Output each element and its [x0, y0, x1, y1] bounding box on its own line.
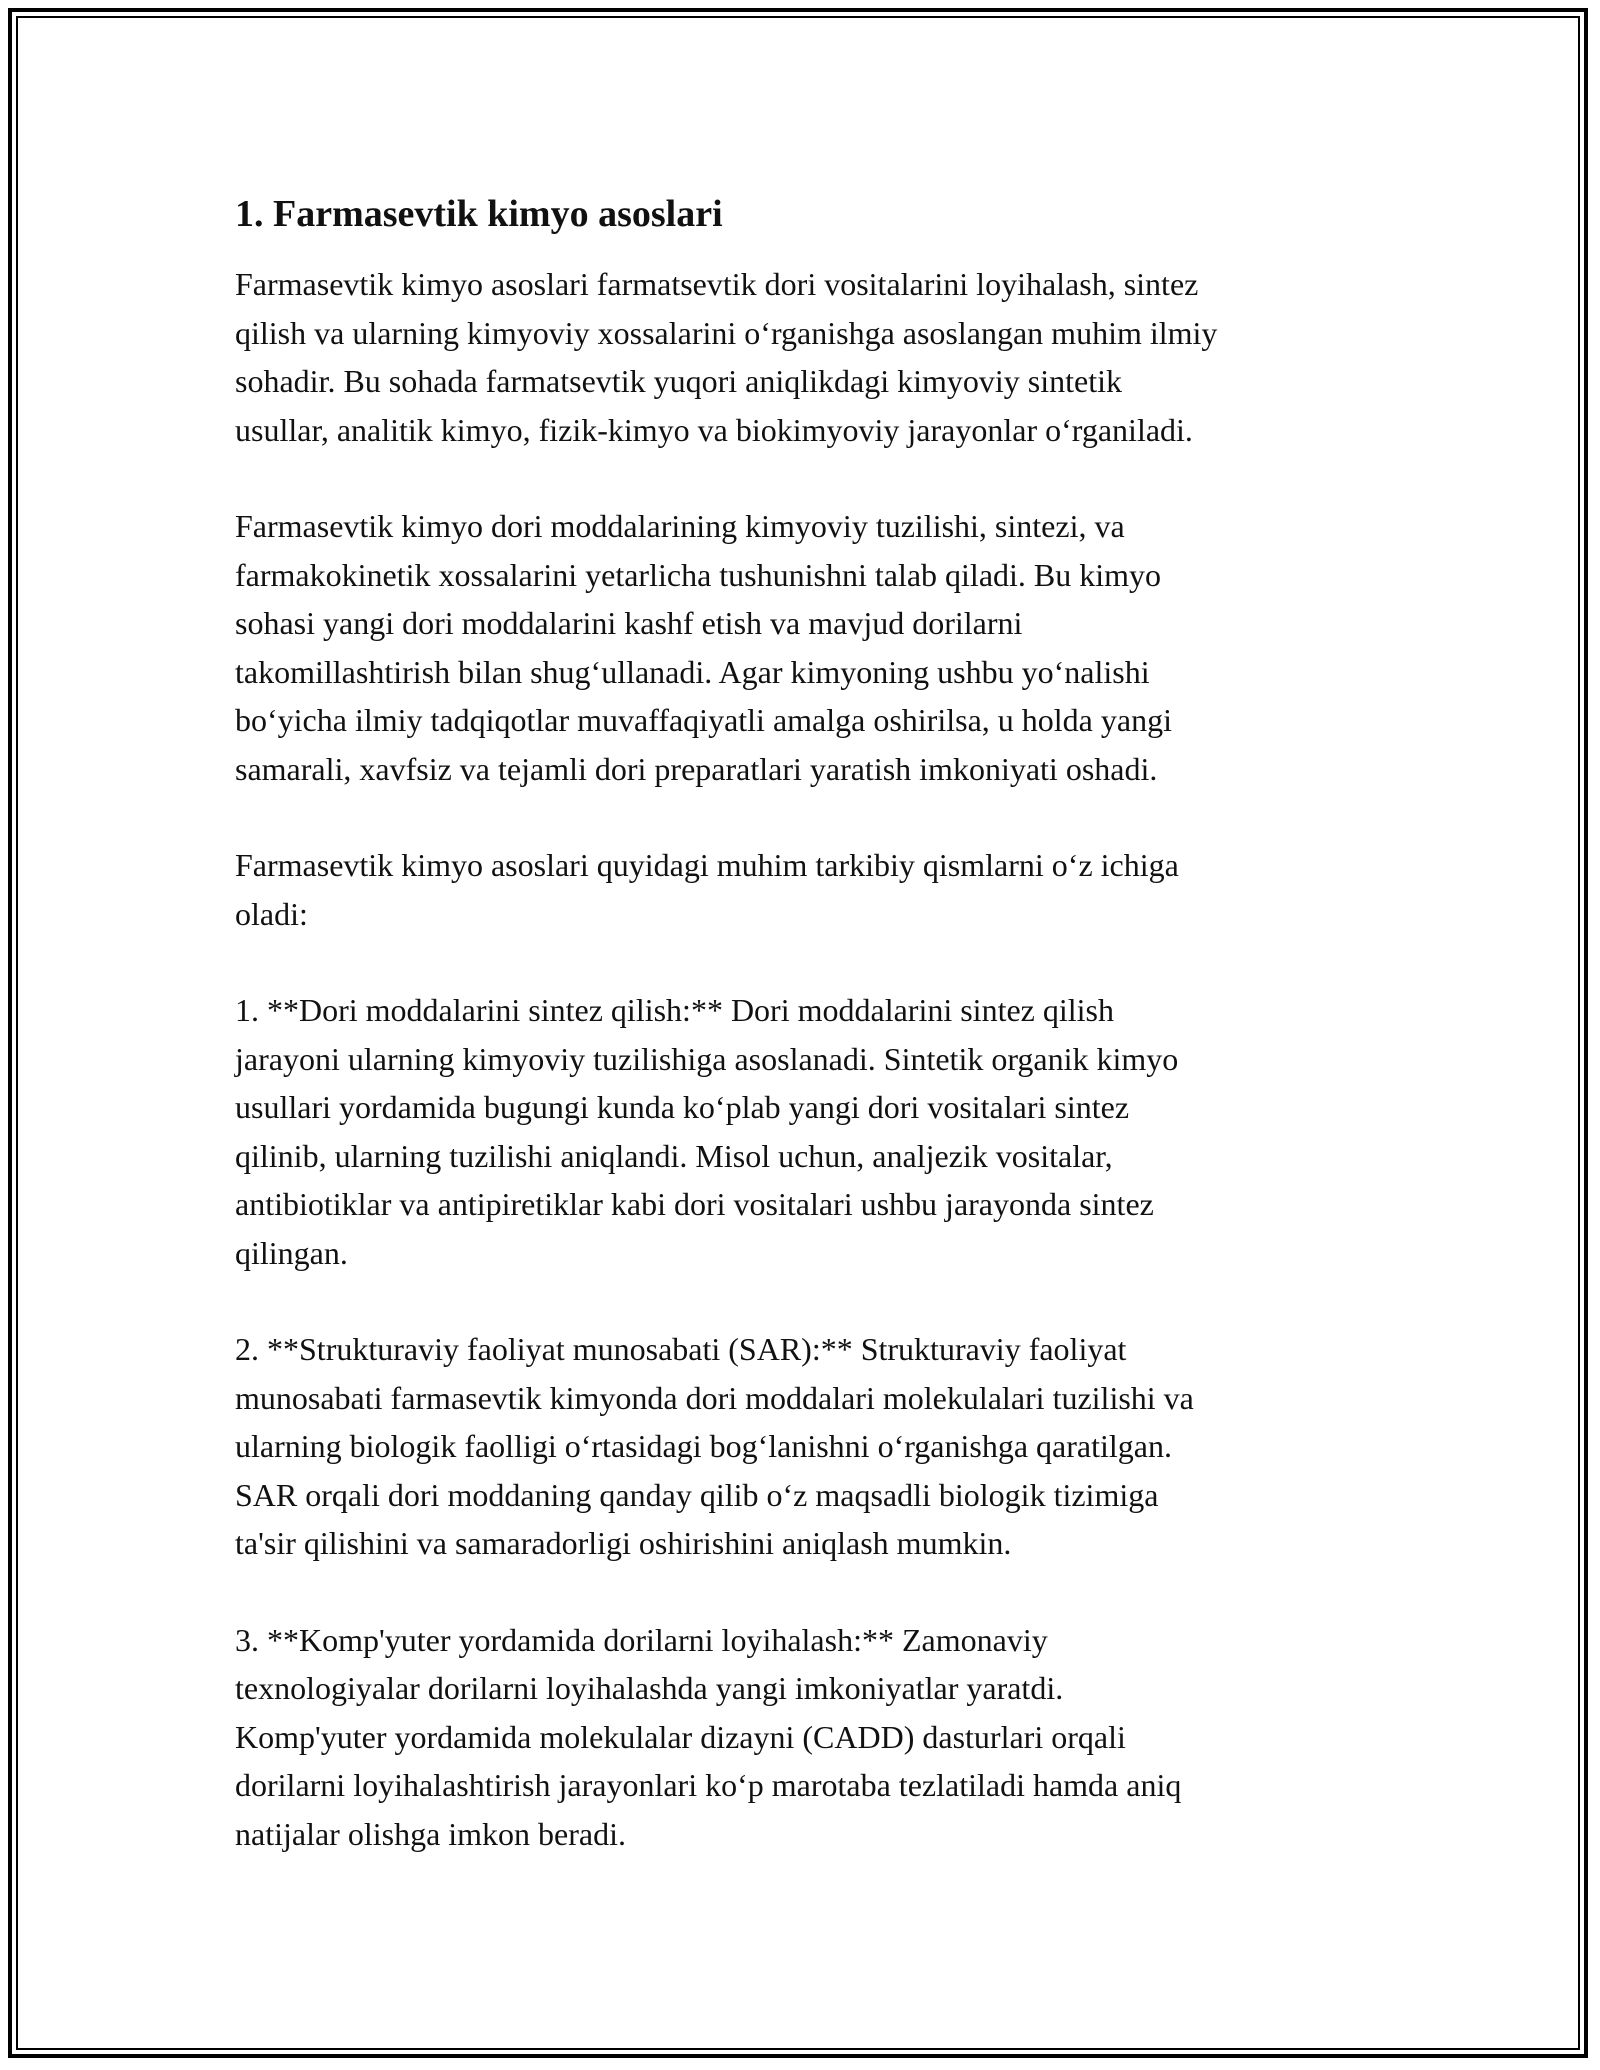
list-item-sar: 2. **Strukturaviy faoliyat munosabati (SAR):** Strukturaviy faoliyat munosabati farmasevtik kimyonda dori moddalari molekulalari tuzilishi va ularning biologik faolligi o‘rtasidagi bog‘lanishni o‘rganishga qaratilgan. SAR orqali dori moddaning qanday qilib o‘z maqsadli biologik tizimiga ta'sir qilishini va samaradorligi oshirishini aniqlash mumkin. — [235, 1331, 1194, 1561]
list-item-synthesis: 1. **Dori moddalarini sintez qilish:** Dori moddalarini sintez qilish jarayoni ularning kimyoviy tuzilishiga asoslanadi. Sintetik organik kimyo usullari yordamida bugungi kunda ko‘plab yangi dori vositalari sintez qilinib, ularning tuzilishi aniqlandi. Misol uchun, analjezik vositalar, antibiotiklar va antipiretiklar kabi dori vositalari ushbu jarayonda sintez qilingan. — [235, 992, 1179, 1271]
paragraph-intro: Farmasevtik kimyo asoslari farmatsevtik dori vositalarini loyihalash, sintez qilish va ularning kimyoviy xossalarini o‘rganishga asoslangan muhim ilmiy sohadir. Bu sohada farmatsevtik yuqori aniqlikdagi kimyoviy sintetik usullar, analitik kimyo, fizik-kimyo va biokimyoviy jarayonlar o‘rganiladi. — [235, 266, 1218, 448]
paragraph-requirements: Farmasevtik kimyo dori moddalarining kimyoviy tuzilishi, sintezi, va farmakokinetik xossalarini yetarlicha tushunishni talab qiladi. Bu kimyo sohasi yangi dori moddalarini kashf etish va mavjud dorilarni takomillashtirish bilan shug‘ullanadi. Agar kimyoning ushbu yo‘nalishi bo‘yicha ilmiy tadqiqotlar muvaffaqiyatli amalga oshirilsa, u holda yangi samarali, xavfsiz va tejamli dori preparatlari yaratish imkoniyati oshadi. — [235, 508, 1172, 787]
document-body — [235, 190, 1395, 1906]
list-item-cadd: 3. **Komp'yuter yordamida dorilarni loyihalash:** Zamonaviy texnologiyalar dorilarni loyihalashda yangi imkoniyatlar yaratdi. Komp'yuter yordamida molekulalar dizayni (CADD) dasturlari orqali dorilarni loyihalashtirish jarayonlari ko‘p marotaba tezlatiladi hamda aniq natijalar olishga imkon beradi. — [235, 1621, 1182, 1852]
paragraph-components-lead: Farmasevtik kimyo asoslari quyidagi muhim tarkibiy qismlarni o‘z ichiga oladi: — [235, 847, 1179, 932]
document-title: 1. Farmasevtik kimyo asoslari — [235, 193, 723, 235]
